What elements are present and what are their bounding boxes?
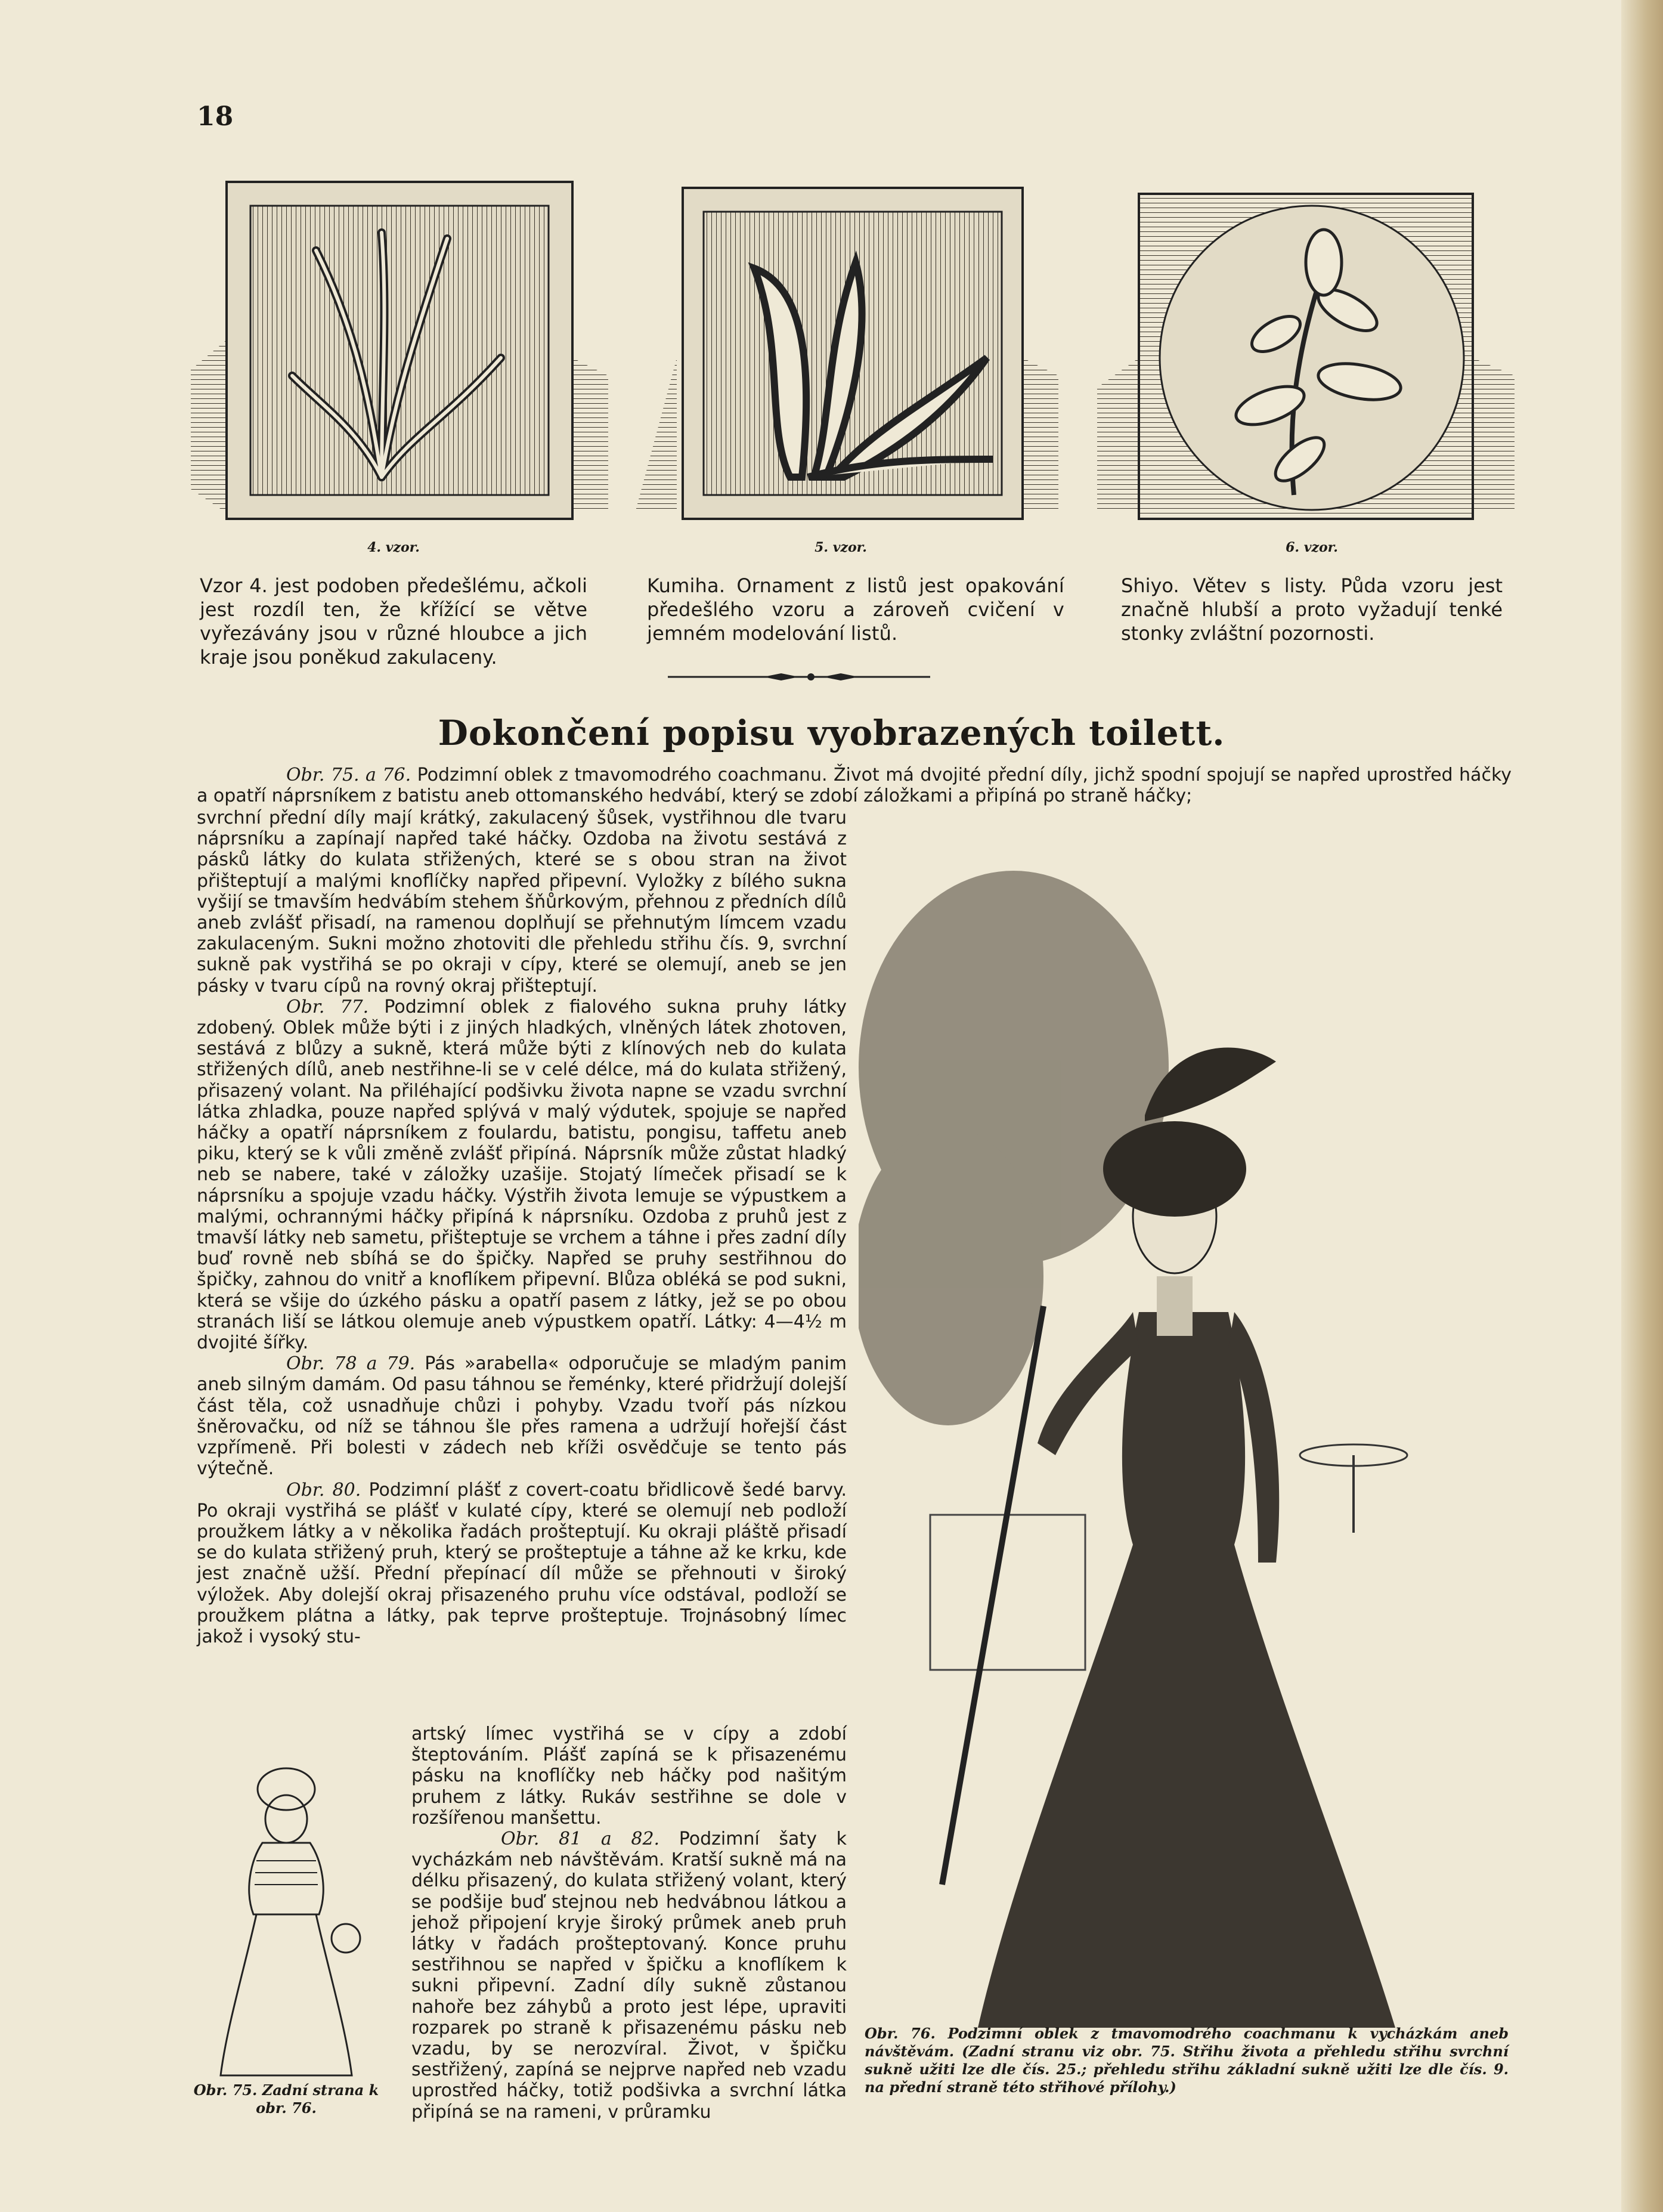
- paragraph-text: Podzimní plášť z covert-coatu břidlicově šedé barvy. Po okraji vystřihá se plášť v kulaté cípy, které se olemují neb podloží proužkem látky a v několika řadách prošteptují. Ku okraji pláště přisadí se do kulata střižený pruh, který se prošteptuje a táhne až ke krku, kde jest značně užší. Přední přepínací díl může se přehnouti v široký výložek. Aby dolejší okraj přisazeného pruhu více odstával, podloží se proužkem plátna a látky, pak teprve prošteptuje. Trojnásobný límec jakož i vysoký stu-: [197, 1479, 847, 1647]
- back-view-caption: Obr. 75. Zadní strana k obr. 76.: [193, 2081, 379, 2117]
- pattern-6-label: 6. vzor.: [1286, 540, 1338, 555]
- article-column-lower: [411, 1724, 847, 2123]
- paragraph-text: artský límec vystřihá se v cípy a zdobí šteptováním. Plášť zapíná se k přisazenému pásku na knoflíčky neb háčky pod našitým pruhem z látky. Rukáv sestřihne se dole v rozšířenou manšettu.: [411, 1724, 847, 1829]
- pattern-4-illustration: [191, 179, 608, 537]
- paragraph-text: Podzimní oblek z fialového sukna pruhy látky zdobený. Oblek může býti i z jiných hladkých, vlněných látek zhotoven, sestává z blůzy a sukně, která může býti z klínových neb do kulata střižených dílů, aneb nestřihne-li se v celé délce, má do kulata střižený, přisazený volant. Na přiléhající podšivku života napne se vzadu svrchní látka zhladka, pouze napřed splývá v malý výdutek, spojuje se napřed háčky a opatří náprsníkem z foulardu, batistu, pongisu, taffetu aneb piku, který se k vůli změně zvlášť připíná. Náprsník může zůstat hladký neb se nabere, také v záložky uzašije. Stojatý límeček přisadí se k náprsníku a spojuje vzadu háčky. Výstřih života lemuje se výpustkem a malými, ochrannými háčky připíná k náprsníku. Ozdoba z pruhů jest z tmavší látky neb sametu, přišteptuje se vrchem a táhne i přes zadní díly buď rovně neb sbíhá se do špičky. Napřed se pruhy sestřihnou do špičky, zahnou do vnitř a knoflíkem připevní. Blůza obléká se pod sukni, která se všije do úzkého pásku a opatří pasem z látky, jež se po obou stranách liší se látkou olemuje aneb výpustkem opatří. Látky: 4—4½ m dvojité šířky.: [197, 996, 847, 1354]
- section-heading: Dokončení popisu vyobrazených toilett.: [438, 713, 1225, 753]
- pattern-6-illustration: [1097, 179, 1515, 537]
- figure-ref: Obr. 78 a 79.: [286, 1353, 416, 1375]
- paragraph-text: Pás »arabella« odporučuje se mladým panim aneb silným damám. Od pasu táhnou se řeménky, které přidržují dolejší část těla, což usnadňuje chůzi i pohyby. Vzadu tvoří pás nízkou šněrovačku, od níž se táhnou šle přes ramena a udržují hořejší část vzpřímeně. Při bolesti v zádech neb kříži osvědčuje se tento pás výtečně.: [197, 1353, 847, 1480]
- paragraph-text: svrchní přední díly mají krátký, zakulacený šůsek, vystřihnou dle tvaru náprsníku a zapínají napřed také háčky. Ozdoba na životu sestává z pásků látky do kulata střižených, které se s obou stran na život přišteptují a malými knoflíčky napřed připevní. Vyložky z bílého sukna vyšijí se tmavším hedvábím stehem šňůrkovým, přehnou z předních dílů aneb zvlášť přisadí, na ramenou doplňují se přehnutým límcem vzadu zakulaceným. Sukni možno zhotoviti dle přehledu střihu čís. 9, svrchní sukně pak vystřihá se po okraji v cípy, které se olemují, aneb se jen pásky v tvaru cípů na rovný okraj přišteptují.: [197, 808, 847, 997]
- pattern-4-label: 4. vzor.: [367, 540, 420, 555]
- pattern-5-illustration: [635, 179, 1058, 537]
- figure-ref: Obr. 75. a 76.: [286, 765, 411, 785]
- page-edge: [1621, 0, 1663, 2212]
- figure-ref: Obr. 77.: [286, 996, 369, 1017]
- pattern-4-description: Vzor 4. jest podoben předešlému, ačkoli jest rozdíl ten, že křížící se větve vyřezávány jsou v různé hloubce a jich kraje jsou poněkud zakulaceny.: [200, 574, 587, 669]
- figure-ref: Obr. 80.: [286, 1479, 361, 1501]
- ornamental-divider: [668, 671, 930, 683]
- paragraph-text: Podzimní šaty k vycházkám neb návštěvám. Kratší sukně má na délku přisazený, do kulata střižený volant, který se podšije buď stejnou neb hedvábnou látkou a jehož připojení kryje široký průmek aneb pruh látky v řadách prošteptovaný. Konce pruhu sestřihnou se napřed v špičku a knoflíkem k sukni připevní. Zadní díly sukně zůstanou nahoře bez záhybů a proto jest lépe, upraviti rozparek po straně k přisazenému pásku neb vzadu, by se nerozvíral. Život, v špičku sestřižený, zapíná se nejprve napřed neb vzadu uprostřed háčky, totiž podšivka a svrchní látka připíná se na rameni, v průramku: [411, 1829, 847, 2123]
- pattern-6-description: Shiyo. Větev s listy. Půda vzoru jest značně hlubší a proto vyžadují tenké stonky zvláštní pozornosti.: [1121, 574, 1503, 645]
- figure-ref: Obr. 81 a 82.: [501, 1829, 660, 1850]
- main-figure-caption: Obr. 76. Podzimní oblek z tmavomodrého coachmanu k vycházkám aneb návštěvám. (Zadní stranu viz obr. 75. Střihu života a přehledu střihu svrchní sukně užiti lze dle čís. 25.; přehledu střihu základní sukně užiti lze dle čís. 9. na přední straně této střihové přílohy.): [865, 2025, 1509, 2096]
- fashion-illustration-main: [859, 859, 1509, 2058]
- fashion-illustration-back-view: [197, 1759, 376, 2081]
- page-number: 18: [197, 101, 234, 132]
- pattern-5-label: 5. vzor.: [815, 540, 867, 555]
- paragraph-text: Podzimní oblek z tmavomodrého coachmanu. Život má dvojité přední díly, jichž spodní spojují se napřed uprostřed háčky a opatří náprsníkem z batistu aneb ottomanského hedvábí, který se zdobí záložkami a připíná po straně háčky;: [197, 765, 1512, 807]
- pattern-5-description: Kumiha. Ornament z listů jest opakování předešlého vzoru a zároveň cvičení v jemném modelování listů.: [647, 574, 1064, 645]
- article-column-upper: [197, 808, 847, 1647]
- article-paragraph-1-full: [197, 765, 1512, 806]
